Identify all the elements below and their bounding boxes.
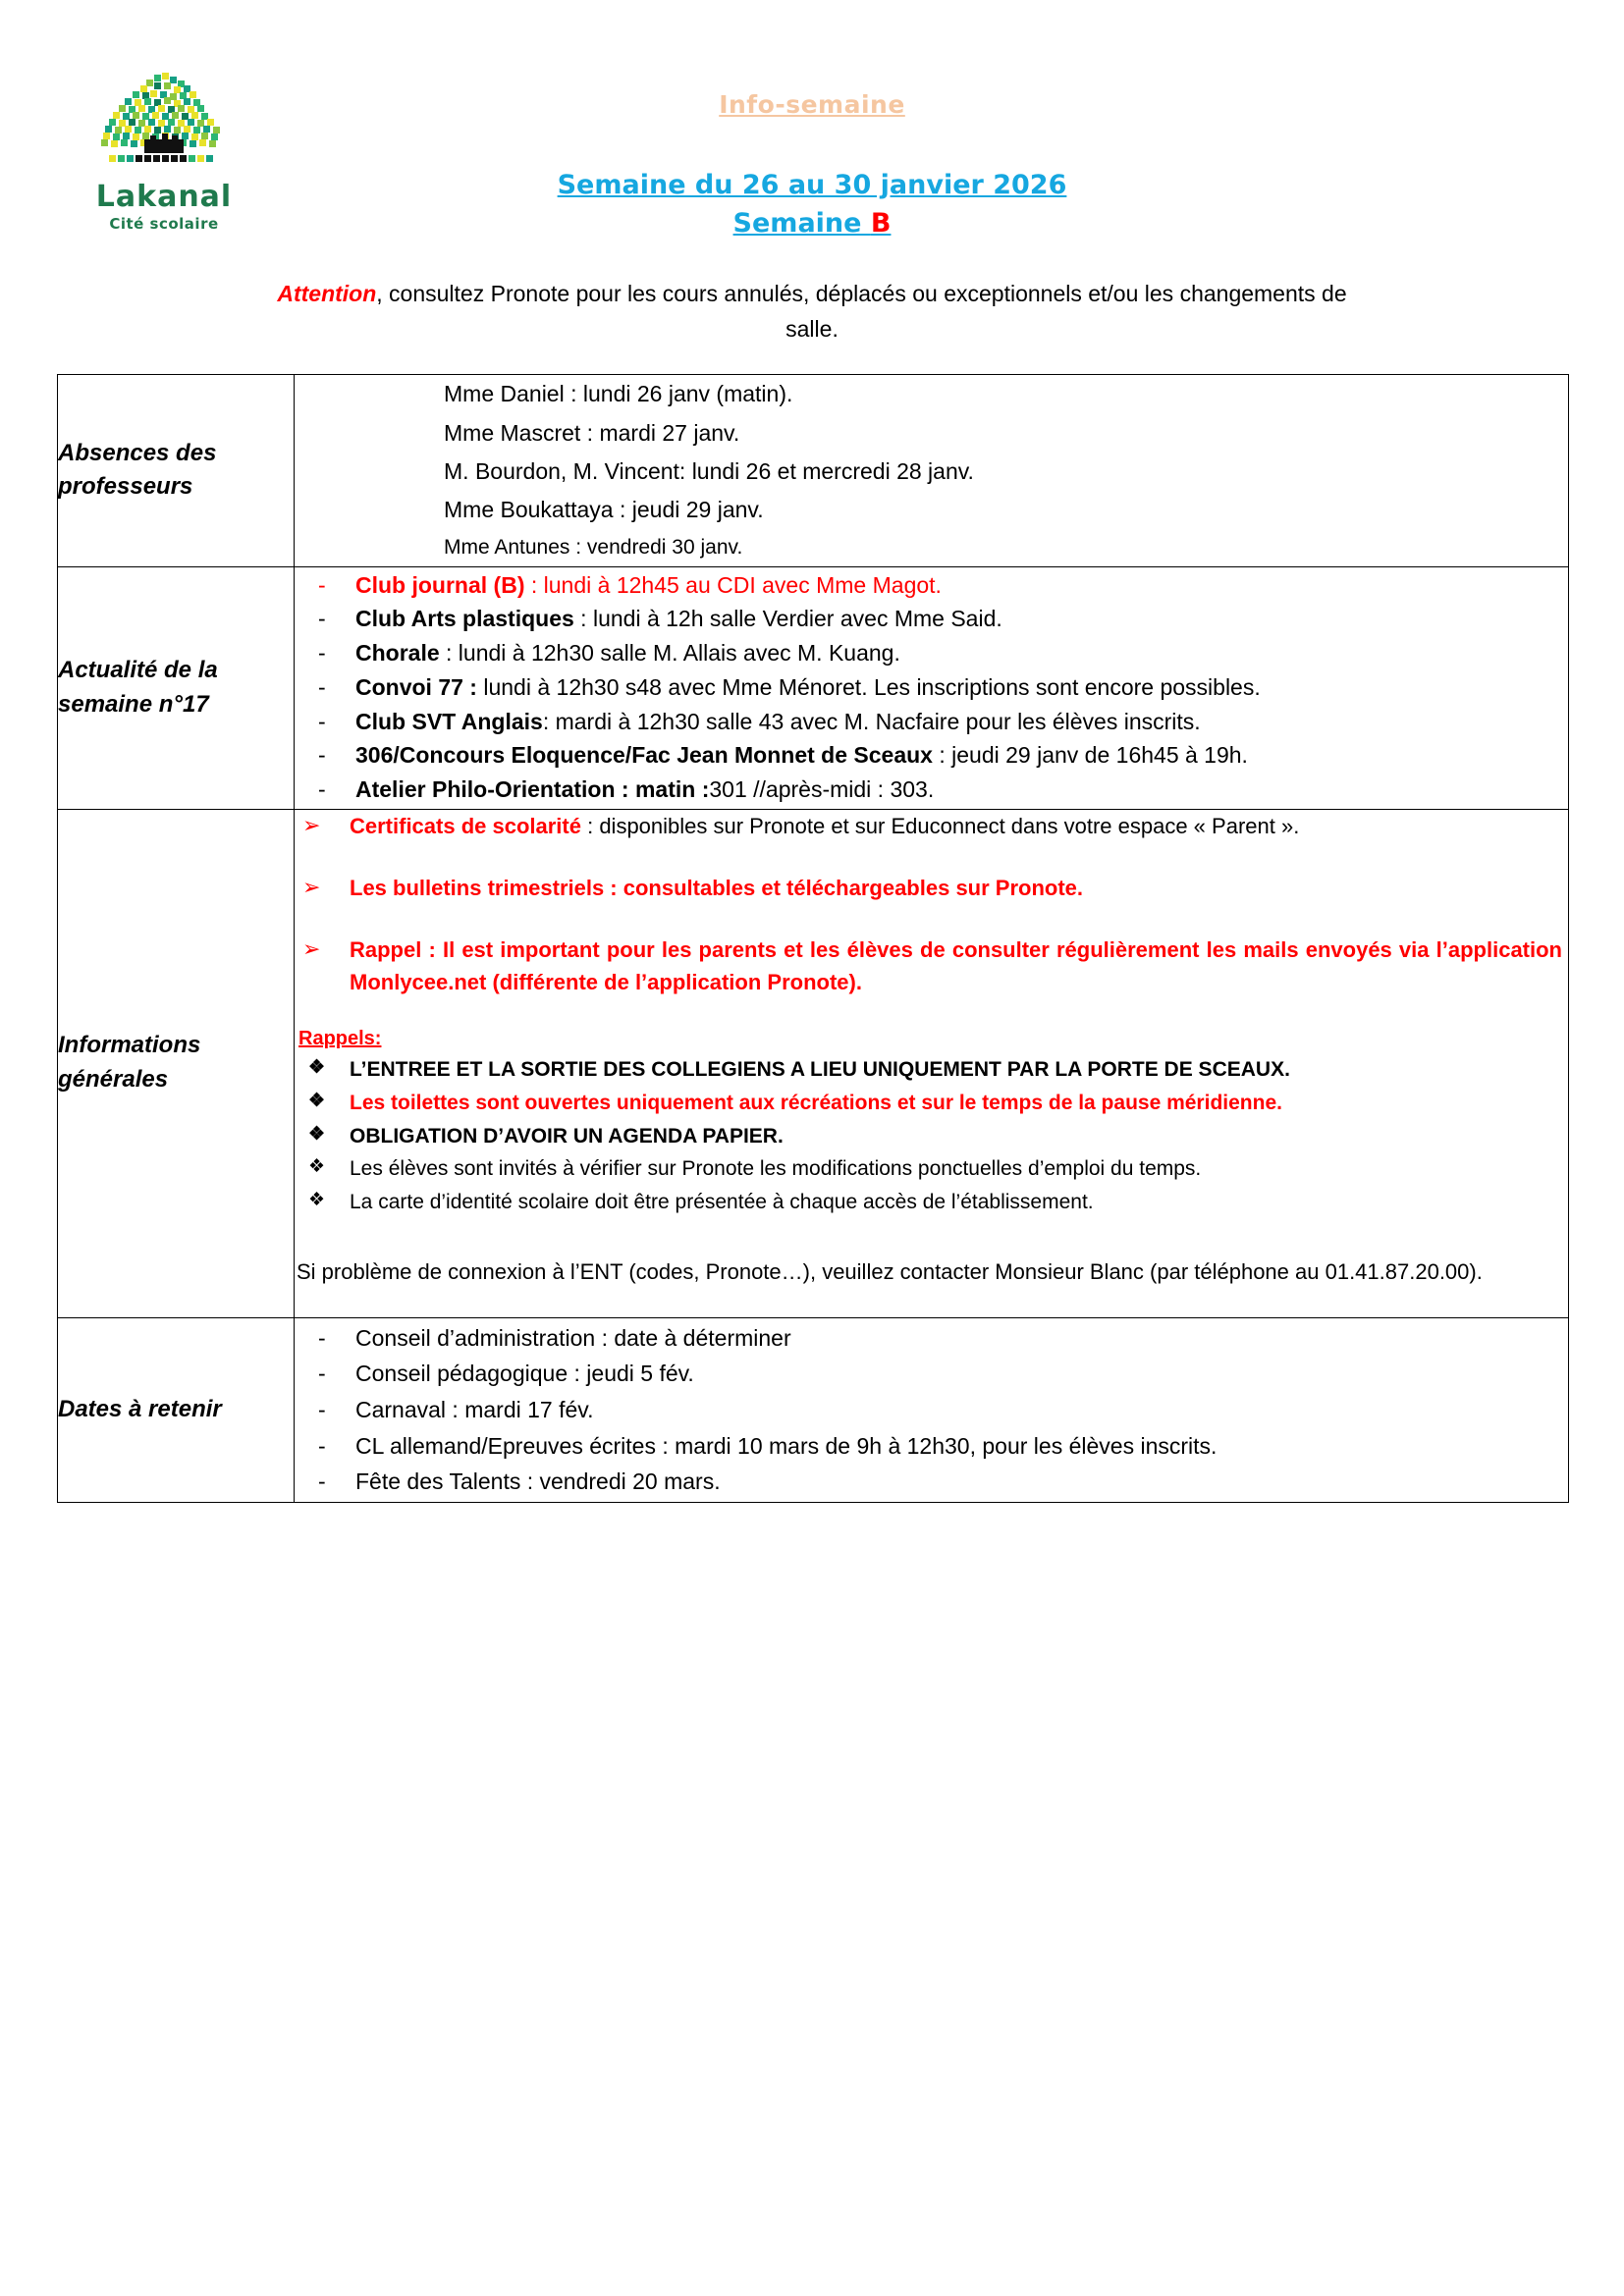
diamond-bullet-icon: ❖ [308,1090,326,1111]
item-text: : jeudi 29 janv de 16h45 à 19h. [932,742,1248,769]
info-table [57,374,1569,1503]
dash-icon: - [318,571,326,598]
item-bold: Convoi 77 : [355,673,477,700]
list-item [295,604,1568,635]
dash-icon: - [318,606,326,632]
rappels-heading: Rappels: [298,1027,382,1049]
row-content-absences [295,375,1569,566]
list-item: M. Bourdon, M. Vincent: lundi 26 et mercredi 28 janv. [444,457,974,484]
item-bold: Les bulletins trimestriels : consultables et téléchargeables sur Pronote. [350,875,1084,900]
item-bold: 306/Concours Eloquence/Fac Jean Monnet de Sceaux [355,742,933,769]
list-item [295,1088,1568,1119]
table-row-informations [58,809,1569,1317]
list-item [295,774,1568,806]
document-header [0,0,1624,255]
item-text: : lundi à 12h salle Verdier avec Mme Said. [573,606,1002,632]
diamond-bullet-icon: ❖ [308,1156,326,1178]
list-item [295,810,1568,842]
dash-icon: - [318,1432,326,1459]
list-item [295,570,1568,602]
diamond-bullet-icon: ❖ [308,1190,326,1211]
list-item [295,934,1568,998]
list-item [295,1153,1568,1185]
week-label: Semaine [732,208,871,240]
rappels-list [295,1054,1568,1219]
dash-icon: - [318,640,326,667]
dash-icon: - [318,1324,326,1351]
list-item [295,1466,1568,1498]
arrow-bullet-icon: ➢ [302,935,321,961]
page-title: Info-semaine [719,90,905,119]
list-item [295,638,1568,669]
list-item: Mme Mascret : mardi 27 janv. [444,419,740,446]
item-bold: Club SVT Anglais [355,708,543,734]
dash-icon: - [318,708,326,734]
spacer [295,1298,1568,1317]
item-text: Carnaval : mardi 17 fév. [355,1397,594,1423]
week-letter: B [870,208,892,240]
arrow-bullet-icon: ➢ [302,812,321,837]
table-row-dates [58,1317,1569,1502]
arrow-bullet-icon: ➢ [302,874,321,899]
row-content-informations [295,809,1569,1317]
list-item [295,1394,1568,1426]
list-item [295,1358,1568,1390]
item-text: lundi à 12h30 s48 avec Mme Ménoret. Les inscriptions sont encore possibles. [476,673,1261,700]
item-bold: Club Arts plastiques [355,606,574,632]
item-bold: Chorale [355,640,440,667]
table-row-absences [58,375,1569,566]
diamond-bullet-icon: ❖ [308,1123,326,1145]
list-item [295,1054,1568,1086]
attention-notice [267,277,1357,347]
dash-icon: - [318,1361,326,1387]
dash-icon: - [318,1397,326,1423]
informations-arrow-list [295,810,1568,998]
dash-icon: - [318,742,326,769]
list-item [295,707,1568,738]
list-item [295,1322,1568,1355]
row-content-actualite [295,566,1569,809]
item-text: Les élèves sont invités à vérifier sur Pronote les modifications ponctuelles d’emploi du temps. [350,1157,1202,1181]
item-text: CL allemand/Epreuves écrites : mardi 10 mars de 9h à 12h30, pour les élèves inscrits. [355,1432,1218,1459]
item-bold: Certificats de scolarité [350,813,581,838]
actualite-list [295,570,1568,806]
pixel-tree-logo-icon [85,71,243,181]
item-text: Conseil pédagogique : jeudi 5 fév. [355,1361,694,1387]
logo-name: Lakanal [95,180,233,214]
item-text: : lundi à 12h45 au CDI avec Mme Magot. [524,571,942,598]
item-bold: Club journal (B) [355,571,525,598]
dash-icon: - [318,1468,326,1495]
item-text: : lundi à 12h30 salle M. Allais avec M. Kuang. [439,640,900,667]
list-item [295,1430,1568,1463]
item-text: Les toilettes sont ouvertes uniquement aux récréations et sur le temps de la pause méridienne. [350,1091,1282,1114]
school-logo [71,71,257,233]
item-text: : mardi à 12h30 salle 43 avec M. Nacfaire pour les élèves inscrits. [542,708,1201,734]
list-item [295,1121,1568,1152]
list-item: Mme Boukattaya : jeudi 29 janv. [444,497,764,523]
row-content-dates [295,1317,1569,1502]
list-item [295,672,1568,704]
diamond-bullet-icon: ❖ [308,1056,326,1078]
item-text: Conseil d’administration : date à déterminer [355,1324,791,1351]
item-text: OBLIGATION D’AVOIR UN AGENDA PAPIER. [350,1124,784,1148]
list-item: Mme Antunes : vendredi 30 janv. [444,536,743,560]
table-row-actualite [58,566,1569,809]
absences-list [295,375,1568,565]
logo-subtitle: Cité scolaire [109,214,219,233]
item-text: La carte d’identité scolaire doit être présentée à chaque accès de l’établissement. [350,1191,1094,1214]
item-text: L’ENTREE ET LA SORTIE DES COLLEGIENS A LIEU UNIQUEMENT PAR LA PORTE DE SCEAUX. [350,1057,1290,1081]
list-item [295,1187,1568,1218]
week-range: Semaine du 26 au 30 janvier 2026 [557,170,1067,200]
row-label-actualite: Actualité de la semaine n°17 [58,566,295,809]
list-item [295,872,1568,904]
list-item: Mme Daniel : lundi 26 janv (matin). [444,381,793,407]
row-label-dates: Dates à retenir [58,1317,295,1502]
dates-list [295,1322,1568,1498]
item-text: 301 //après-midi : 303. [709,775,935,802]
dash-icon: - [318,673,326,700]
item-bold: Rappel : Il est important pour les parents et les élèves de consulter régulièrement les mails envoyés via l’application Monlycee.net (différente de l’application Pronote). [350,936,1562,994]
list-item [295,740,1568,772]
item-text: Fête des Talents : vendredi 20 mars. [355,1468,721,1495]
item-text: : disponibles sur Pronote et sur Educonnect dans votre espace « Parent ». [580,813,1300,838]
closing-paragraph: Si problème de connexion à l’ENT (codes, Pronote…), veuillez contacter Monsieur Blanc (par téléphone au 01.41.87.20.00). [297,1259,1483,1285]
dash-icon: - [318,775,326,802]
attention-word: Attention [277,281,377,306]
attention-text: , consultez Pronote pour les cours annulés, déplacés ou exceptionnels et/ou les changements de salle. [376,281,1347,342]
row-label-absences: Absences des professeurs [58,375,295,566]
item-bold: Atelier Philo-Orientation : matin : [355,775,710,802]
row-label-informations: Informations générales [58,809,295,1317]
